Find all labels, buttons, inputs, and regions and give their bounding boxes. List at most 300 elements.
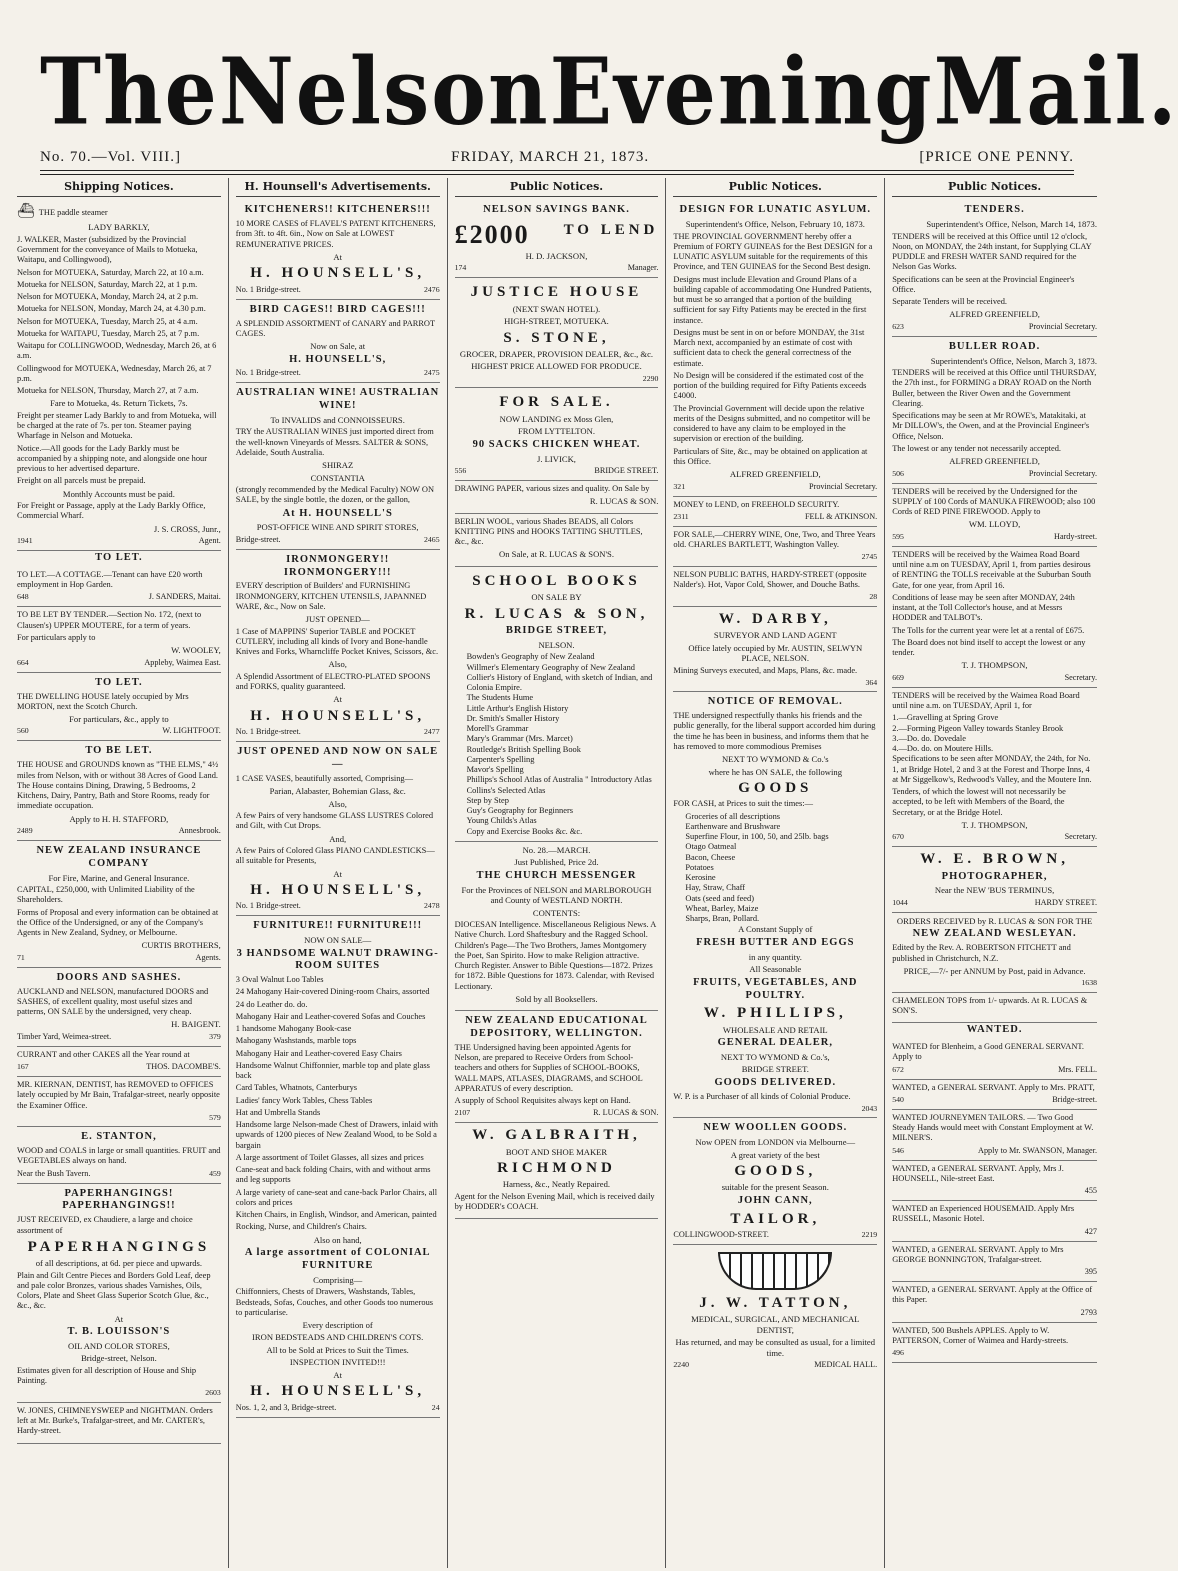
ad-number: 669 [892,672,904,682]
ad-kiernan [17,1077,221,1127]
ad-every: Every description of [302,1320,373,1330]
signature: H. D. JACKSON, [525,250,588,261]
ad-heading: E. STANTON, [81,1131,157,1143]
ad-big-title: PAPERHANGINGS [27,1238,211,1255]
ad-wanted [892,1282,1097,1323]
ad-kitcheners [236,200,440,299]
ad-number: 459 [209,1168,221,1178]
ad-tatton [673,1245,877,1374]
list-item: 3.—Do. do. Dovedale [892,733,966,743]
ad-heading: DESIGN FOR LUNATIC ASYLUM. [679,204,872,216]
ad-footer [17,726,221,736]
ad-and: And, [329,833,347,844]
ad-darby [673,607,877,693]
section-heading: WANTED. [966,1024,1023,1036]
ad-mining: Mining Surveys executed, and Maps, Plans, &c. made. [673,665,858,675]
signature: FELL & ATKINSON. [804,511,878,521]
masthead-title [40,38,1178,146]
ad-para: Tenders, of which the lowest will not necessarily be accepted, to be left with Members of the Board, the Secretary, or at the Bridge Hotel. [892,787,1066,817]
ad-body: TENDERS will be received by the Waimea Road Board until nine a.m on TUESDAY, April 1, from parties desirous of RENTING the TOLLS receivable at the Suburban South Gate, for one year, from April 16. [892,549,1091,590]
ad-role: Agent. [198,536,221,546]
ad-at: At [333,868,342,879]
ad-number: 321 [673,481,686,491]
ad-footer [892,978,1097,988]
ad-seasonable: All Seasonable [749,964,802,975]
list-item: Mahogany Washstands, marble tops [235,1036,357,1046]
dentures-icon [718,1252,832,1290]
ad-body: WANTED, a GENERAL SERVANT. Apply, Mrs J. HOUNSELL, Nile-street East. [892,1163,1064,1183]
apply: For Freight or Passage, apply at the Lady Barkly Office, Commercial Wharf. [17,501,206,521]
ad-town: RICHMOND [497,1160,616,1177]
list-item: Otago Oatmeal [685,842,737,852]
list-item: Mary's Grammar (Mrs. Marcet) [466,734,573,744]
ad-depository [455,1011,659,1123]
ad-cages [236,300,440,384]
sailing: Nelson for MOTUEKA, Monday, March 24, at 2 p.m. [17,292,199,302]
signature: 455 [1084,1186,1097,1196]
column-heading: Public Notices. [673,178,877,197]
ad-number: 2603 [205,1388,221,1398]
ad-para: Designs must include Elevation and Ground Plans of a building capable of accommodating One Hundred Patients, but must be so arranged that a portion of the building sufficient for say Fifty Patients may be erected in the first instance. [673,274,872,325]
ad-purchaser: W. P. is a Purchaser of all kinds of Colonial Produce. [673,1091,851,1101]
ad-number: 2475 [424,368,440,378]
ad-footer [17,592,221,602]
ad-footer [17,1169,221,1179]
ad-wanted [892,1161,1097,1202]
ad-body: TENDERS will be received by the Waimea Road Board until nine a.m. on TUESDAY, April 1, for [892,690,1080,711]
ad-wanted [892,1201,1097,1242]
ad-footer [236,368,440,378]
ad-trade: BOOT AND SHOE MAKER [505,1146,608,1157]
ad-heading: JUST OPENED AND NOW ON SALE— [237,746,439,771]
ad-location: Hardy-street. [1054,531,1097,541]
column-heading: Shipping Notices. [17,178,221,197]
ad-no: No. 28.—MARCH. [522,844,591,855]
ad-agent: Agent for the Nelson Evening Mail, which is received daily by HODDER's COACH. [454,1191,655,1212]
ad-body: THE HOUSE and GROUNDS known as "THE ELMS," 4½ miles from Nelson, with or without 38 Acres of Good Land. The House contains Dining, Drawing, 5 Bedrooms, 2 Kitchens, Dairy, Pantry, Bath and Store Rooms, ready for immediate occupation. [17,760,219,811]
ad-goods: GOODS, [734,1163,817,1180]
ad-footer [236,901,440,911]
ad-footer [673,592,877,602]
ad-item: A Splendid Assortment of ELECTRO-PLATED SPOONS and FORKS, quality guaranteed. [235,671,431,692]
ad-footer [892,469,1097,479]
ad-suit: suitable for the present Season. [721,1182,829,1193]
ad-number: 1941 [17,536,33,546]
signature: J. S. CROSS, Junr., [153,523,221,534]
wine-constantia: CONSTANTIA [310,472,365,483]
ad-heading: TO BE LET. [85,745,153,757]
ad-tolls [892,547,1097,688]
list-item: Card Tables, Whatnots, Canterburys [235,1083,358,1093]
ad-heading: NEW WOOLLEN GOODS. [703,1122,848,1134]
ad-number: 2107 [454,1108,471,1118]
ad-at: At H. HOUNSELL'S [282,507,393,519]
sailing: Motueka for NELSON, Thursday, March 27, at 7 a.m. [17,386,199,396]
ad-footer [17,1062,221,1072]
masthead-word: Mail. [933,38,1178,146]
section-heading: TO LET. [95,552,143,564]
ad-stanton [17,1127,221,1183]
ad-item: A few Pairs of very handsome GLASS LUSTRES Colored and Gilt, with Cut Drops. [235,811,434,831]
ad-for-sale [455,388,659,481]
ad-currant [17,1047,221,1077]
ad-items: Chiffonniers, Chests of Drawers, Washstands, Tables, Bedsteads, Sofas, Couches, and other Goods too numerous to particularise. [235,1287,434,1317]
list-item: Hay, Straw, Chaff [685,883,746,893]
columns [10,178,1104,1568]
ad-elms [17,741,221,841]
list-item: Earthenware and Brushware [685,821,781,831]
ad-school-books [455,567,659,842]
ad-wheat: 90 SACKS CHICKEN WHEAT. [472,438,641,450]
ad-body: Office lately occupied by Mr. AUSTIN, SELWYN PLACE, NELSON. [688,642,863,664]
ad-body: WANTED an Experienced HOUSEMAID. Apply Mrs RUSSELL, Masonic Hotel. [892,1204,1075,1224]
apply: Apply to H. H. STAFFORD, [69,813,169,824]
ad-name: W. PHILLIPS, [703,1005,847,1022]
apply: For particulars apply to [17,632,96,642]
ad-footer [236,727,440,737]
ad-number: 672 [892,1064,904,1074]
ad-supply: A Constant Supply of [738,924,813,935]
signature: R. LUCAS & SON. [589,496,659,507]
ad-justice-house [455,278,659,388]
ad-at: At [114,1313,124,1324]
ad-footer [892,1308,1097,1318]
ad-location: Nos. 1, 2, and 3, Bridge-street. [235,1402,337,1412]
ad-at: At [333,694,342,705]
ad-footer [892,1267,1097,1277]
ad-cash: FOR CASH, at Prices to suit the times:— [673,799,813,809]
freight: Freight per steamer Lady Barkly to and from Motueka, will be charged at the rate of 7s. per ton. Steamer paying Wharfage in Nelson and Motueka. [17,410,217,441]
ad-footer [455,263,659,273]
column-public-2 [666,178,885,1568]
ad-also: Also on hand, [313,1234,362,1245]
books-list [455,652,659,837]
ad-contents: CONTENTS: [532,907,581,918]
ad-vases [236,742,440,916]
ad-church-messenger [455,842,659,1011]
dateline [40,146,1074,168]
ad-waimea-road [892,688,1097,847]
ad-onsale: ON SALE BY [531,592,582,603]
issue-number: No. 70.—Vol. VIII.] [40,148,181,165]
sailing: Motueka for NELSON, Saturday, March 22, at 1 p.m. [17,279,198,289]
ad-heading: NEW ZEALAND INSURANCE COMPANY [36,845,202,869]
ad-heading: NOTICE OF REMOVAL. [707,696,843,708]
ad-body: MR. KIERNAN, DENTIST, has REMOVED to OFFICES lately occupied by Mr Bain, Trafalgar-street, nearly opposite the Examiner Office. [17,1080,220,1110]
ad-number: 496 [892,1348,904,1358]
ad-where: where he has ON SALE, the following [708,766,842,777]
ad-number: 28 [869,592,878,602]
sailings-list [17,268,221,397]
masthead-rule [40,170,1074,171]
ad-role: Provincial Secretary. [1028,468,1097,478]
masthead-word: Nelson [218,38,550,146]
ad-body: TO BE LET BY TENDER.—Section No. 172, (next to Clausen's) UPPER MOUTERE, for a term of years. [17,610,202,630]
ad-heading: FURNITURE!! FURNITURE!!! [253,920,423,932]
list-item: Kerosine [685,873,716,883]
column-shipping [10,178,229,1568]
ad-footer [892,832,1097,842]
ad-heading: IRONMONGERY!! IRONMONGERY!!! [283,553,392,578]
ad-heading: NELSON SAVINGS BANK. [483,204,630,216]
ad-sold: All to be Sold at Prices to Suit the Times. [266,1344,409,1355]
list-item: Guy's Geography for Beginners [466,806,573,816]
signature: CURTIS BROTHERS, [141,940,221,951]
ad-para: Particulars of Site, &c., may be obtained on application at this Office. [673,446,868,466]
ad-item: A few Pairs of Colored Glass PIANO CANDLESTICKS—all suitable for Presents, [235,846,435,866]
ad-trade: SURVEYOR AND LAND AGENT [713,630,837,641]
ad-item: 1 Case of MAPPINS' Superior TABLE and POCKET CUTLERY, including all kinds of Ivory and Bone-handle Knives and Forks, Wharncliffe Pocket Knives, Scissors, &c. [235,626,439,657]
ad-location: Annesbrook. [178,826,221,836]
list-item: Step by Step [466,795,509,805]
list-item: Mahogany Hair and Leather-covered Sofas and Couches [235,1011,426,1021]
sailing: Nelson for MOTUEKA, Tuesday, March 25, at 4 a.m. [17,316,198,326]
ad-body: TENDERS will be received at this Office until THURSDAY, the 27th inst., for FORMING a DRAY ROAD on the North Buller, between the River Owen and the Government Clearing. [892,368,1097,408]
ad-body: THE Undersigned having been appointed Agents for Nelson, are prepared to Receive Orders from School-teachers and others for Supplies of SCHOOL-BOOKS, WALL MAPS, ATLASES, DIAGRAMS, and SCHOOL APPARATUS of every description. [454,1042,643,1093]
ad-office: Superintendent's Office, Nelson, March 14, 1873. [926,219,1097,230]
ad-body: WANTED, a GENERAL SERVANT. Apply to Mrs GEORGE BONNINGTON, Trafalgar-street. [892,1244,1064,1264]
masthead-word: Evening [549,38,934,146]
ad-body: MONEY to LEND, on FREEHOLD SECURITY. [673,499,840,509]
ad-body: JUST RECEIVED, ex Chaudiere, a large and choice assortment of [17,1215,193,1235]
ad-butter: FRESH BUTTER AND EGGS [696,936,855,948]
ad-footer [236,285,440,295]
ad-footer [892,532,1097,542]
ad-name: W. E. BROWN, [920,851,1069,868]
list-item: Collier's History of England, with sketch of Indian, and Colonia Empire. [466,672,653,693]
list-item: Little Arthur's English History [466,703,569,713]
ad-location: No. 1 Bridge-street. [235,901,301,911]
ad-sub: of all descriptions, at 6d. per piece and upwards. [35,1258,203,1269]
ad-location: NEXT TO WYMOND & Co.'s, [720,1051,830,1062]
masthead-word: The [40,38,219,146]
ad-footer [673,1230,877,1240]
ad-name: W. DARBY, [718,610,832,627]
ad-location: No. 1 Bridge-street. [235,284,301,294]
ad-body: TENDERS will be received by the Undersigned for the SUPPLY of 100 Cords of MANUKA FIREWOOD; also 100 Cords of RED PINE FIREWOOD. Apply to [892,486,1096,517]
ad-tenders [892,200,1097,337]
ad-heading: DOORS AND SASHES. [56,971,182,983]
list-item: A large assortment of Toilet Glasses, all sizes and prices [235,1152,424,1162]
ad-location: No. 1 Bridge-street. [235,368,301,378]
ad-asylum [673,200,877,496]
ad-footer [455,374,659,384]
ad-body: WANTED for Blenheim, a Good GENERAL SERVANT. Apply to [892,1042,1084,1062]
list-item: Morell's Grammar [466,724,529,734]
ad-sold: Sold by all Booksellers. [515,993,598,1004]
ad-berlin-wool [455,514,659,567]
ad-body: CHAMELEON TOPS from 1/- upwards. At R. LUCAS & SON'S. [892,995,1088,1015]
list-item: A large variety of cane-seat and cane-back Parlor Chairs, all colors and prices [235,1187,438,1207]
ad-removal [673,692,877,1118]
furniture-list [236,975,440,1233]
list-item: Hat and Umbrella Stands [235,1107,321,1117]
ad-body: EVERY description of Builders' and FURNISHING IRONMONGERY, KITCHEN UTENSILS, JAPANNED WARE, &c., Now on Sale. [235,581,427,611]
ad-next: NEXT TO WYMOND & Co.'s [721,754,829,765]
ad-footer [892,322,1097,332]
signature: T. J. THOMPSON, [961,660,1028,671]
list-item: Phillips's School Atlas of Australia " Introductory Atlas [466,775,652,785]
ad-tender-section [17,607,221,672]
ad-para: The Board does not bind itself to accept the lowest or any tender. [892,637,1086,658]
ad-number: 24 [431,1402,440,1412]
ad-footer [673,482,877,492]
works-list [892,713,1097,754]
ad-number: 2290 [642,373,659,383]
ad-rec: (strongly recommended by the Medical Faculty) NOW ON SALE, by the single bottle, the dozen, or the gallon, [235,485,435,505]
signature: THOS. DACOMBE'S. [146,1062,221,1072]
signature: 427 [1084,1226,1097,1236]
ad-open: Now OPEN from LONDON via Melbourne— [695,1137,856,1148]
ad-inspection: INSPECTION INVITED!!! [289,1357,386,1368]
list-item: Dr. Smith's Smaller History [466,713,560,723]
ad-estimates: Estimates given for all description of House and Ship Painting. [17,1365,197,1386]
ad-street: BRIDGE STREET. [741,1064,809,1075]
ad-name: W. GALBRAITH, [472,1127,641,1144]
ad-supply: A supply of School Requisites always kept on Hand. [454,1096,631,1106]
ad-heading: SCHOOL BOOKS [472,572,641,589]
ad-items: DIOCESAN Intelligence. Miscellaneous Religious News. A Native Church. Lord Shaftesbury and the Ragged School. Children's Page—The Two Brothers, James Montgomery the Poet, San Spirito. How to make Religion attractive. Church Register. Answer to Bible Questions—1872. Prizes for 1872. Bible Questions for 1873. Calendar, with Revised Lectionary. [454,920,656,991]
list-item: Copy and Exercise Books &c. &c. [466,826,583,836]
list-item: 4.—Do. do. on Moutere Hills. [892,744,994,754]
ad-store: POST-OFFICE WINE AND SPIRIT STORES, [256,522,419,533]
ad-dwelling [17,673,221,742]
ad-also: Also, [328,798,347,809]
ad-location: Timber Yard, Weimea-street. [17,1031,112,1041]
ad-title: THE CHURCH MESSENGER [476,869,637,881]
column-heading: Public Notices. [455,178,659,197]
ad-sub: (NEXT SWAN HOTEL). [512,303,601,314]
ad-footer [17,1032,221,1042]
ad-goods: GOODS [738,780,813,797]
ad-price: PRICE,—7/- per ANNUM by Post, paid in Advance. [903,965,1086,976]
wine-shiraz: SHIRAZ [322,460,354,471]
ad-number: 2043 [861,1103,878,1113]
ad-opened: JUST OPENED— [305,614,370,625]
ad-wanted [892,1080,1097,1110]
ad-heading: BULLER ROAD. [948,340,1041,352]
signature: R. LUCAS & SON. [593,1108,659,1118]
ad-number: 2219 [861,1230,878,1240]
ad-footer [892,898,1097,908]
ad-number: 546 [892,1145,904,1155]
ad-location: Bridge-street, Nelson. [81,1353,157,1364]
ad-para: The Provincial Government will decide upon the relative merits of the Designs submitted, and no competitor will be considered to have any claim to be employed in the supervision or erection of the building. [673,403,871,444]
bank-amount: £2000 [454,220,530,250]
ad-footer [673,678,877,688]
notice: Notice.—All goods for the Lady Barkly must be accompanied by a shipping note, and alongside one hour previous to her advertised departure. [17,443,208,474]
ad-paperhangings [17,1184,221,1403]
prepaid: Freight on all parcels must be prepaid. [17,476,146,486]
ad-number: 167 [17,1062,29,1072]
signature: W. LIGHTFOOT. [162,726,221,736]
ad-body: FOR SALE,—CHERRY WINE, One, Two, and Three Years old. CHARLES BARTLETT, Washington Valley. [673,529,876,550]
list-item: Superfine Flour, in 100, 50, and 25lb. bags [685,832,829,842]
ad-number: 1044 [892,897,908,907]
ad-para: Specifications may be seen at Mr ROWE's, Matakitaki, at Mr DILLOW's, the Owen, and at the Provincial Engineer's Office, Nelson. [892,411,1090,441]
ad-name: H. HOUNSELL'S, [250,1383,426,1400]
ad-firewood [892,484,1097,547]
ad-number: 648 [17,592,29,602]
ad-footer [17,658,221,668]
ad-trade: MEDICAL, SURGICAL, AND MECHANICAL DENTIST, [691,1314,860,1335]
list-item: 24 Mahogany Hair-covered Dining-room Chairs, assorted [235,987,430,997]
bank-amount-row [455,219,659,251]
ad-number: 379 [209,1031,221,1041]
ad-wanted [892,1110,1097,1161]
ad-number: 556 [454,465,467,475]
ad-footer [892,1065,1097,1075]
ad-body: W. JONES, CHIMNEYSWEEP and NIGHTMAN. Orders left at Mr. Burke's, Trafalgar-street, and Mr. CARTER's, Hardy-street. [17,1405,213,1436]
ad-footer [673,512,877,522]
signature: J. SANDERS, Maitai. [148,592,221,602]
ad-trade: GROCER, DRAPER, PROVISION DEALER, &c., &c. [459,348,654,359]
ad-para: Specifications can be seen at the Provincial Engineer's Office. [892,274,1075,294]
list-item: 3 Oval Walnut Loo Tables [235,975,324,985]
ad-name: H. HOUNSELL'S, [250,265,426,282]
ad-body: WANTED, a GENERAL SERVANT. Apply at the Office of this Paper. [892,1285,1093,1305]
signature: Mrs. FELL. [1058,1064,1097,1074]
list-item: Routledge's British Spelling Book [466,744,581,754]
ad-money [673,497,877,527]
sailing: Collingwood for MOTUEKA, Wednesday, March 26, at 7 p.m. [17,363,212,383]
list-item: Kitchen Chairs, in English, Windsor, and American, painted [235,1210,437,1220]
steamer-name: LADY BARKLY, [88,222,150,233]
ad-footer [673,552,877,562]
ad-footer [17,1388,221,1398]
ad-galbraith [455,1123,659,1219]
list-item: Cane-seat and back folding Chairs, with and without arms and leg supports [235,1165,431,1185]
ad-para: No Design will be considered if the estimated cost of the portion of the building required for Fifty Patients exceeds £4000. [673,370,867,401]
ad-location: HARDY STREET. [1034,897,1097,907]
bank-lend: TO LEND [563,222,659,239]
ad-body: WOOD and COALS in large or small quantities. FRUIT and VEGETABLES always on hand. [17,1146,221,1166]
ad-footer [892,673,1097,683]
list-item: Willmer's Elementary Geography of New Zealand [466,662,635,672]
ad-drawing-paper [455,481,659,514]
ad-heading: TO LET. [95,676,143,688]
ad-number: 2465 [424,534,440,544]
ad-qty: in any quantity. [748,951,802,962]
ad-ironmongery [236,550,440,742]
signature: ALFRED GREENFIELD, [949,456,1040,467]
ad-body: CURRANT and other CAKES all the Year round at [17,1049,190,1059]
column-hounsell [229,178,448,1568]
ad-number: 670 [892,832,904,842]
ad-location: Appleby, Waimea East. [144,657,221,667]
list-item: Bowden's Geography of New Zealand [466,652,595,662]
ad-location: COLLINGWOOD-STREET. [673,1230,769,1240]
ad-footer [17,1113,221,1123]
sailing: Waitapu for COLLINGWOOD, Wednesday, March 26, at 6 a.m. [17,341,217,361]
ad-role: Provincial Secretary. [1028,321,1097,331]
signature: ALFRED GREENFIELD, [729,469,821,480]
ad-name: JOHN CANN, [737,1194,813,1206]
ad-number: 2745 [861,552,878,562]
list-item: Wheat, Barley, Maize [685,903,759,913]
ad-footer [892,1186,1097,1196]
ad-from: FROM LYTTELTON. [518,426,595,437]
list-item: Carpenter's Spelling [466,754,535,764]
ad-capital: CAPITAL, £250,000, with Unlimited Liability of the Shareholders. [17,885,195,905]
ad-body: AUCKLAND and NELSON, manufactured DOORS and SASHES, of excellent quality, most useful sizes and patterns, ON SALE by the undersigned, very cheap. [17,986,209,1017]
signature: 395 [1084,1267,1097,1277]
ad-wanted [892,1242,1097,1283]
goods-list [673,812,877,925]
signature: Apply to Mr. SWANSON, Manager. [978,1145,1097,1155]
ad-body: ORDERS RECEIVED by R. LUCAS & SON FOR THE [896,915,1093,926]
ad-edited: Edited by the Rev. A. ROBERTSON FITCHETT and published in Christchurch, N.Z. [892,943,1071,963]
